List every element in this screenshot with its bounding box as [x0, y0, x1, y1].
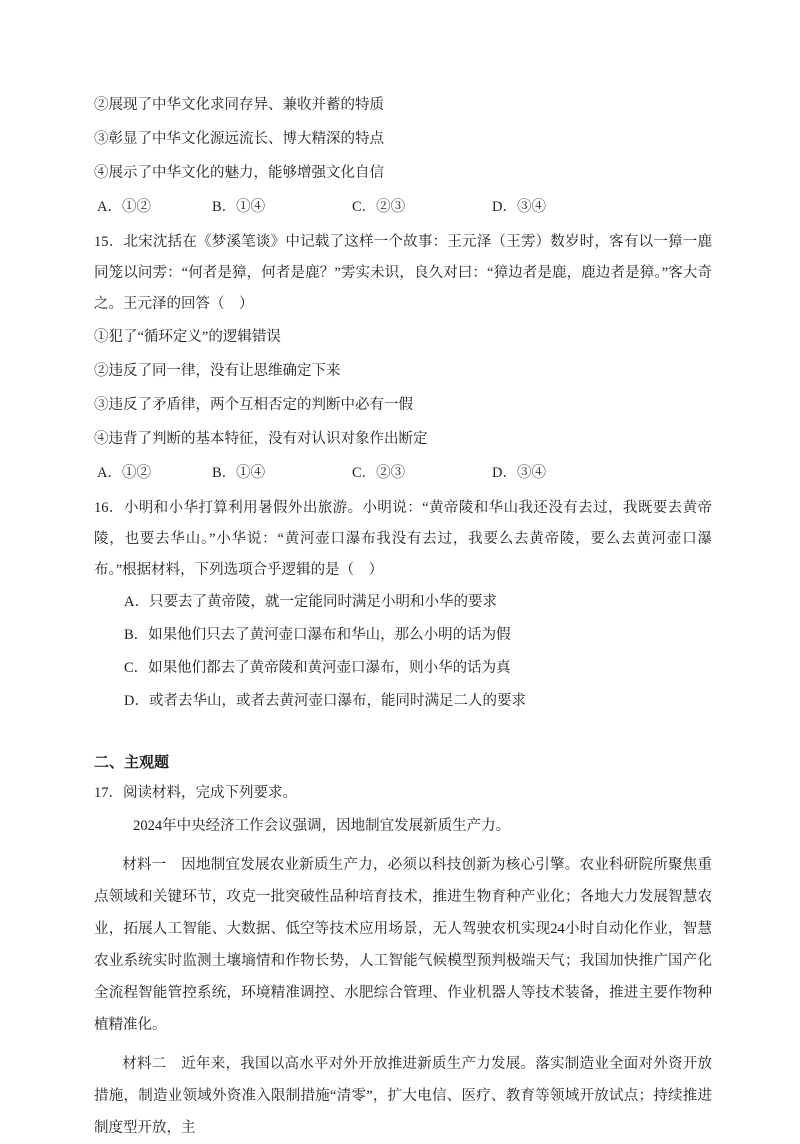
q17-intro: 2024年中央经济工作会议强调，因地制宜发展新质生产力。	[133, 818, 511, 834]
section-2-heading: 二、主观题	[94, 755, 170, 771]
q17-material-1: 材料一 因地制宜发展农业新质生产力，必须以科技创新为核心引擎。农业科研院所聚焦重点领域和关键环节，攻克一批突破性品种培育技术，推进生物育种产业化；各地大力发展智慧农业，拓展人工智能、大数据、低空等技术应用场景，无人驾驶农机实现24小时自动化作业，智慧农业系统实时监测土壤墒情和作物长势，人工智能气候模型预判极端天气；我国加快推广国产化全流程智能管控系统，环境精准调控、水肥综合管理、作业机器人等技术装备，推进主要作物种植精准化。	[94, 857, 712, 1033]
q17-material-2: 材料二 近年来，我国以高水平对外开放推进新质生产力发展。落实制造业全面对外资开放措施，制造业领域外资准入限制措施“清零”，扩大电信、医疗、教育等领域开放试点；持续推进制度型开放，主	[94, 1056, 712, 1136]
question-14	[94, 88, 712, 224]
q16-choices	[94, 586, 712, 718]
q14-option-3: ③彰显了中华文化源远流长、博大精深的特点	[94, 131, 384, 147]
q15-stem: 15．北宋沈括在《梦溪笔谈》中记载了这样一个故事：王元泽（王雱）数岁时，客有以一獐一鹿同笼以问雱：“何者是獐，何者是鹿？”雱实未识，良久对曰：“獐边者是鹿，鹿边者是獐。”客大奇之。王元泽的回答（ ）	[94, 234, 712, 312]
q15-choice-a: A．①②	[97, 465, 151, 481]
q14-choice-a: A．①②	[97, 199, 151, 215]
q16-choice-b: B．如果他们只去了黄河壶口瀑布和华山，那么小明的话为假	[124, 627, 511, 643]
q17-lead: 17．阅读材料，完成下列要求。	[94, 785, 297, 801]
q14-choice-d: D．③④	[492, 199, 546, 215]
q15-option-4: ④违背了判断的基本特征，没有对认识对象作出断定	[94, 431, 428, 447]
q15-choice-row	[94, 456, 712, 490]
q14-choice-b: B．①④	[212, 199, 266, 215]
q14-option-4: ④展示了中华文化的魅力，能够增强文化自信	[94, 165, 384, 181]
q15-choice-c: C．②③	[352, 465, 406, 481]
question-16	[94, 493, 712, 718]
q14-choice-row	[94, 190, 712, 224]
q15-choice-d: D．③④	[492, 465, 546, 481]
q16-stem: 16．小明和小华打算利用暑假外出旅游。小明说：“黄帝陵和华山我还没有去过，我既要去黄帝陵，也要去华山。”小华说：“黄河壶口瀑布我没有去过，我要么去黄帝陵，要么去黄河壶口瀑布。”根据材料，下列选项合乎逻辑的是（ ）	[94, 500, 712, 578]
q16-choice-d: D．或者去华山，或者去黄河壶口瀑布，能同时满足二人的要求	[124, 693, 526, 709]
q15-choice-b: B．①④	[212, 465, 266, 481]
q15-option-2: ②违反了同一律，没有让思维确定下来	[94, 363, 341, 379]
question-15	[94, 227, 712, 490]
question-17	[94, 778, 712, 1144]
q16-choice-a: A．只要去了黄帝陵，就一定能同时满足小明和小华的要求	[124, 594, 497, 610]
q16-choice-c: C．如果他们都去了黄帝陵和黄河壶口瀑布，则小华的话为真	[124, 660, 511, 676]
q14-option-2: ②展现了中华文化求同存异、兼收并蓄的特质	[94, 97, 384, 113]
q15-option-1: ①犯了“循环定义”的逻辑错误	[94, 329, 281, 345]
q14-choice-c: C．②③	[352, 199, 406, 215]
q15-option-3: ③违反了矛盾律，两个互相否定的判断中必有一假	[94, 397, 413, 413]
